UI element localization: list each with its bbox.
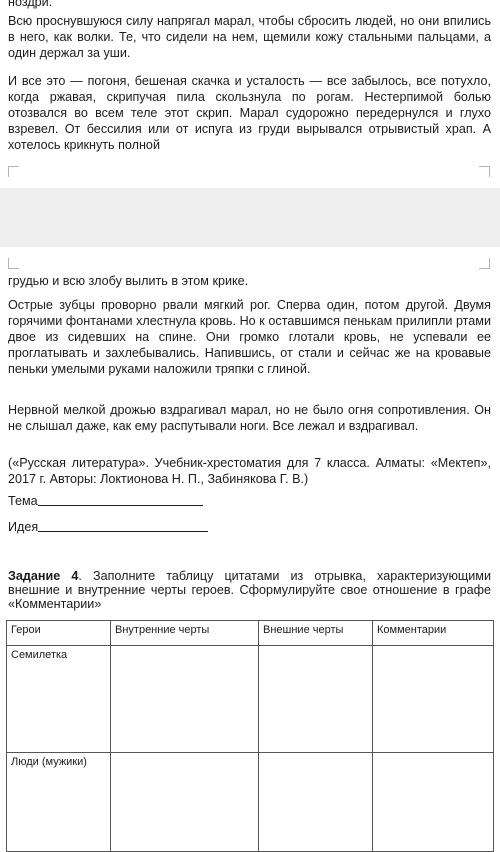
paragraph-2-continued: грудью и всю злобу вылить в этом крике. — [8, 274, 249, 288]
row-label-lyudi: Люди (мужики) — [7, 753, 111, 852]
table-cell[interactable] — [111, 753, 259, 852]
table-cell[interactable] — [259, 753, 373, 852]
header-comments: Комментарии — [373, 621, 494, 646]
crop-mark-top-left — [8, 166, 19, 177]
header-inner-traits: Внутренние черты — [111, 621, 259, 646]
paragraph-3: Острые зубцы проворно рвали мягкий рог. Сперва один, потом другой. Двумя горячими фонтанами хлестнула кровь. Но к оставшимся пенькам прилипли ртами двое из сидевших на спине. Они громко глотали кровь, не успевали ее проглатывать и захлебывались. Напившись, от стали и сейчас же на кровавые пеньки умелыми руками наложили тряпки с глиной. — [8, 298, 491, 376]
crop-mark-top-right — [479, 166, 490, 177]
tema-blank-line[interactable] — [38, 493, 203, 506]
task-text: . Заполните таблицу цитатами из отрывка, характеризующими внешние и внутренние черты героев. Сформулируйте свое отношение в графе «Комментарии» — [8, 569, 491, 611]
ideya-field[interactable] — [8, 519, 208, 535]
header-heroes: Герои — [7, 621, 111, 646]
ideya-blank-line[interactable] — [38, 519, 208, 532]
paragraph-2: И все это — погоня, бешеная скачка и усталость — все забылось, все потухло, когда ржавая, скрипучая пила скользнула по рогам. Нестерпимой болью отозвался во всем теле этот скрип. Марал судорожно передернулся и глухо взревел. От бессилия или от испуга из груди вырывался отрывистый храп. А хотелось крикнуть полной — [8, 74, 491, 152]
tema-label: Тема — [8, 494, 38, 508]
paragraph-1: Всю проснувшуюся силу напрягал марал, чтобы сбросить людей, но они впились в него, как волки. Те, что сидели на нем, щемили кожу стальными пальцами, а один держал за уши. — [8, 14, 491, 60]
table-row — [7, 646, 494, 753]
header-outer-traits: Внешние черты — [259, 621, 373, 646]
tema-field[interactable] — [8, 493, 203, 509]
table-cell[interactable] — [373, 646, 494, 753]
paragraph-4: Нервной мелкой дрожью вздрагивал марал, но не было огня сопротивления. Он не слышал даже, как ему распутывали ноги. Все лежал и вздрагивал. — [8, 403, 491, 433]
table-cell[interactable] — [111, 646, 259, 753]
table-header-row — [7, 621, 494, 646]
page-gap — [0, 188, 500, 247]
table-cell[interactable] — [259, 646, 373, 753]
task-label: Задание 4 — [8, 569, 79, 583]
crop-mark-bottom-left — [8, 258, 19, 269]
table-cell[interactable] — [373, 753, 494, 852]
row-label-semiletka: Семилетка — [7, 646, 111, 753]
source-citation: («Русская литература». Учебник-хрестоматия для 7 класса. Алматы: «Мектеп», 2017 г. Авторы: Локтионова Н. П., Забинякова Г. В.) — [8, 456, 491, 486]
heroes-table — [6, 620, 494, 852]
crop-mark-bottom-right — [479, 258, 490, 269]
task-instruction — [8, 569, 491, 611]
ideya-label: Идея — [8, 520, 39, 534]
table-row — [7, 753, 494, 852]
paragraph-fragment: ноздри. — [8, 0, 53, 9]
